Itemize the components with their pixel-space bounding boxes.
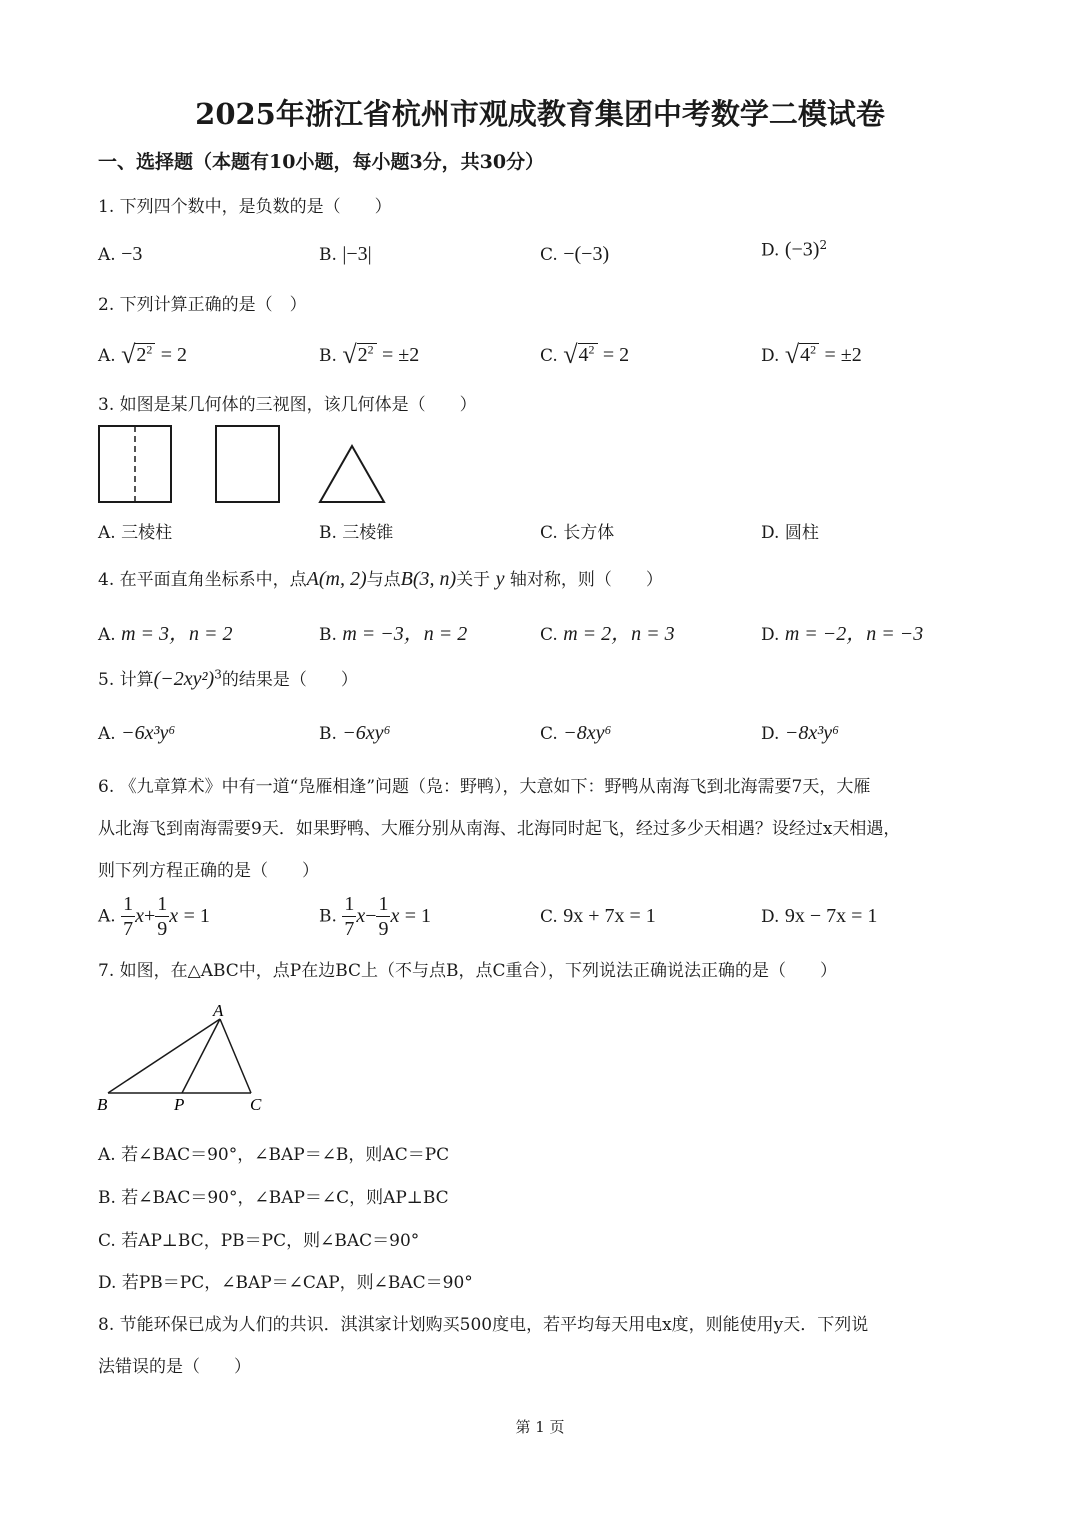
q2-option-c: C. $√4^2 = 2$: [540, 340, 630, 369]
q5-option-c: C. −8xy⁶: [540, 722, 612, 744]
q5-option-d: D. −8x³y⁶: [761, 722, 840, 744]
q3-option-c: C. 长方体: [540, 523, 615, 543]
q1-option-b: B. |−3|: [319, 243, 372, 265]
q3-option-d: D. 圆柱: [761, 523, 819, 543]
q6-option-a: A. $\frac{1}{7}$ x+ $\frac{1}{9}$ x = 1: [98, 893, 210, 940]
question-6-line1: 6. 《九章算术》中有一道“凫雁相逢”问题（凫：野鸭），大意如下：野鸭从南海飞到北海需要7天，大雁: [98, 777, 871, 797]
q5-option-b: B. −6xy⁶: [319, 722, 391, 744]
question-4-stem: 4. 在平面直角坐标系中，点A(m, 2)与点B(3, n)关于 y 轴对称，则（ ）: [98, 568, 663, 590]
q3-option-b: B. 三棱锥: [319, 523, 394, 543]
question-8-line2: 法错误的是（ ）: [98, 1357, 251, 1377]
label-b: B: [97, 1095, 108, 1114]
q1-option-a: A. −3: [98, 243, 143, 265]
q1-option-d: D. $(-3)^2$: [761, 238, 828, 261]
three-view-figure: [96, 424, 396, 506]
q4-option-a: A. m = 3，n = 2: [98, 623, 233, 645]
question-8-line1: 8. 节能环保已成为人们的共识．淇淇家计划购买500度电，若平均每天用电x度，则能使用y天．下列说: [98, 1315, 869, 1335]
label-c: C: [250, 1095, 262, 1114]
question-7-stem: 7. 如图，在△ABC中，点P在边BC上（不与点B，点C重合），下列说法正确说法正确的是（ ）: [98, 961, 838, 981]
q4-option-d: D. m = −2，n = −3: [761, 623, 924, 645]
triangle-figure: [92, 998, 272, 1118]
section-heading: 一、选择题（本题有10小题，每小题3分，共30分）: [98, 151, 545, 173]
question-3-stem: 3. 如图是某几何体的三视图，该几何体是（ ）: [98, 395, 477, 415]
q3-option-a: A. 三棱柱: [98, 523, 173, 543]
label-p: P: [174, 1095, 185, 1114]
side-ac: [220, 1019, 251, 1093]
q7-option-d: D. 若PB＝PC，∠BAP＝∠CAP，则∠BAC＝90°: [98, 1273, 473, 1293]
page-title: 2025年浙江省杭州市观成教育集团中考数学二模试卷: [195, 97, 885, 131]
question-6-line3: 则下列方程正确的是（ ）: [98, 861, 319, 881]
q5-option-a: A. −6x³y⁶: [98, 722, 176, 744]
q6-option-b: B. $\frac{1}{7}$ x− $\frac{1}{9}$ x = 1: [319, 893, 432, 940]
question-2-stem: 2. 下列计算正确的是（ ）: [98, 295, 307, 315]
label-a: A: [213, 1001, 224, 1020]
top-view-triangle: [320, 446, 384, 502]
question-1-stem: 1. 下列四个数中，是负数的是（ ）: [98, 197, 392, 217]
q6-option-d: D. 9x − 7x = 1: [761, 905, 878, 927]
q4-option-b: B. m = −3，n = 2: [319, 623, 468, 645]
q2-option-b: B. $√2^2 = \pm 2$: [319, 340, 420, 369]
q7-option-a: A. 若∠BAC＝90°，∠BAP＝∠B，则AC＝PC: [98, 1145, 450, 1165]
q1-option-c: C. −(−3): [540, 243, 610, 265]
question-6-line2: 从北海飞到南海需要9天．如果野鸭、大雁分别从南海、北海同时起飞，经过多少天相遇？设经过x天相遇，: [98, 819, 901, 839]
q2-option-d: D. $√4^2 = \pm 2$: [761, 340, 862, 369]
q7-option-c: C. 若AP⊥BC，PB＝PC，则∠BAC＝90°: [98, 1231, 420, 1251]
q7-option-b: B. 若∠BAC＝90°，∠BAP＝∠C，则AP⊥BC: [98, 1188, 449, 1208]
segment-ap: [182, 1019, 220, 1093]
side-ab: [108, 1019, 220, 1093]
q2-option-a: A. $√2^2 = 2$: [98, 340, 188, 369]
page-number: 第 1 页: [515, 1418, 565, 1436]
q6-option-c: C. 9x + 7x = 1: [540, 905, 656, 927]
side-view: [216, 426, 279, 502]
q4-option-c: C. m = 2，n = 3: [540, 623, 675, 645]
question-5-stem: 5. 计算$(-2xy^2)^3$的结果是（ ）: [98, 667, 358, 690]
